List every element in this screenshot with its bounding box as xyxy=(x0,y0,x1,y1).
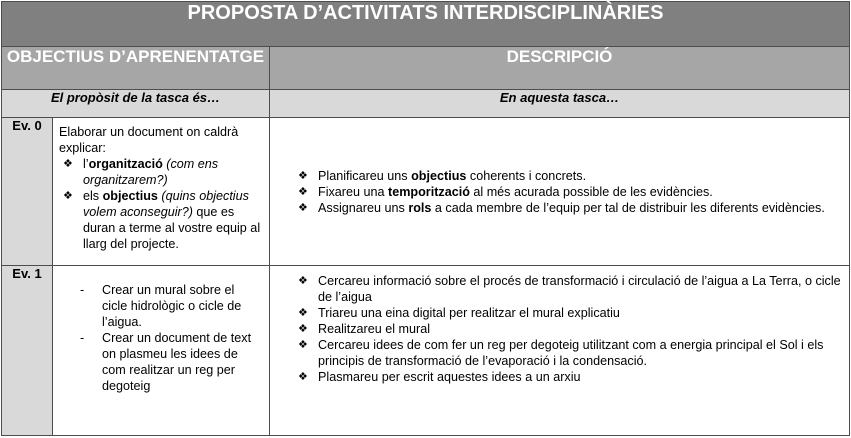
subheader-row xyxy=(2,90,850,118)
table-title: PROPOSTA D’ACTIVITATS INTERDISCIPLINÀRIES xyxy=(2,2,850,47)
list-item: ❖ Planificareu uns objectius coherents i concrets. xyxy=(298,168,587,183)
activities-table xyxy=(1,1,850,436)
description-header: DESCRIPCIÓ xyxy=(270,47,850,90)
diamond-bullet-icon: ❖ xyxy=(298,371,308,383)
diamond-bullet-icon: ❖ xyxy=(298,185,308,198)
diamond-bullet-icon: ❖ xyxy=(298,307,308,319)
diamond-bullet-icon: ❖ xyxy=(298,339,308,351)
objective-cell xyxy=(53,266,270,436)
header-row xyxy=(2,47,850,90)
list-item: ❖ Cercareu idees de com fer un reg per degoteig utilitzant com a energia principal el Sol i els principis de transformació de l’evaporació i la condensació. xyxy=(298,338,824,368)
description-subheader: En aquesta tasca… xyxy=(270,90,850,118)
diamond-bullet-icon: ❖ xyxy=(63,190,73,202)
diamond-bullet-icon: ❖ xyxy=(63,158,73,170)
diamond-bullet-icon: ❖ xyxy=(298,323,308,335)
list-item: ❖ els objectius (quins objectius volem aconseguir?) que es duran a terme al vostre equip al llarg del projecte. xyxy=(63,189,261,251)
list-item: ❖ Cercareu informació sobre el procés de transformació i circulació de l’aigua a La Terra, o cicle de l’aigua xyxy=(298,274,841,304)
list-item: ❖ Triareu una eina digital per realitzar el mural explicatiu xyxy=(298,306,620,320)
table-row xyxy=(2,118,850,266)
list-item: ❖ Assignareu uns rols a cada membre de l’equip per tal de distribuir les diferents evidències. xyxy=(298,200,825,215)
diamond-bullet-icon: ❖ xyxy=(298,201,308,214)
list-item: - Crear un document de text on plasmeu les idees de com realitzar un reg per degoteig xyxy=(80,331,252,393)
objectives-subheader: El propòsit de la tasca és… xyxy=(2,90,270,118)
table-row xyxy=(2,266,850,436)
title-row xyxy=(2,2,850,47)
list-item: ❖ l’organització (com ens organitzarem?) xyxy=(63,157,219,187)
objective-intro: Elaborar un document on caldrà explicar: xyxy=(59,125,239,155)
row-label: Ev. 0 xyxy=(2,118,53,266)
objectives-header: OBJECTIUS D’APRENENTATGE xyxy=(2,47,270,90)
list-item: - Crear un mural sobre el cicle hidrològic o cicle de l’aigua. xyxy=(80,283,242,329)
diamond-bullet-icon: ❖ xyxy=(298,169,308,182)
description-cell xyxy=(270,266,850,436)
list-item: ❖ Fixareu una temporització al més acurada possible de les evidències. xyxy=(298,184,713,199)
dash-bullet-icon: - xyxy=(80,283,85,297)
diamond-bullet-icon: ❖ xyxy=(298,275,308,287)
row-label: Ev. 1 xyxy=(2,266,53,436)
objective-cell xyxy=(53,118,270,266)
list-item: ❖ Plasmareu per escrit aquestes idees a un arxiu xyxy=(298,370,581,384)
description-cell xyxy=(270,118,850,266)
dash-bullet-icon: - xyxy=(80,331,85,345)
list-item: ❖ Realitzareu el mural xyxy=(298,322,430,336)
